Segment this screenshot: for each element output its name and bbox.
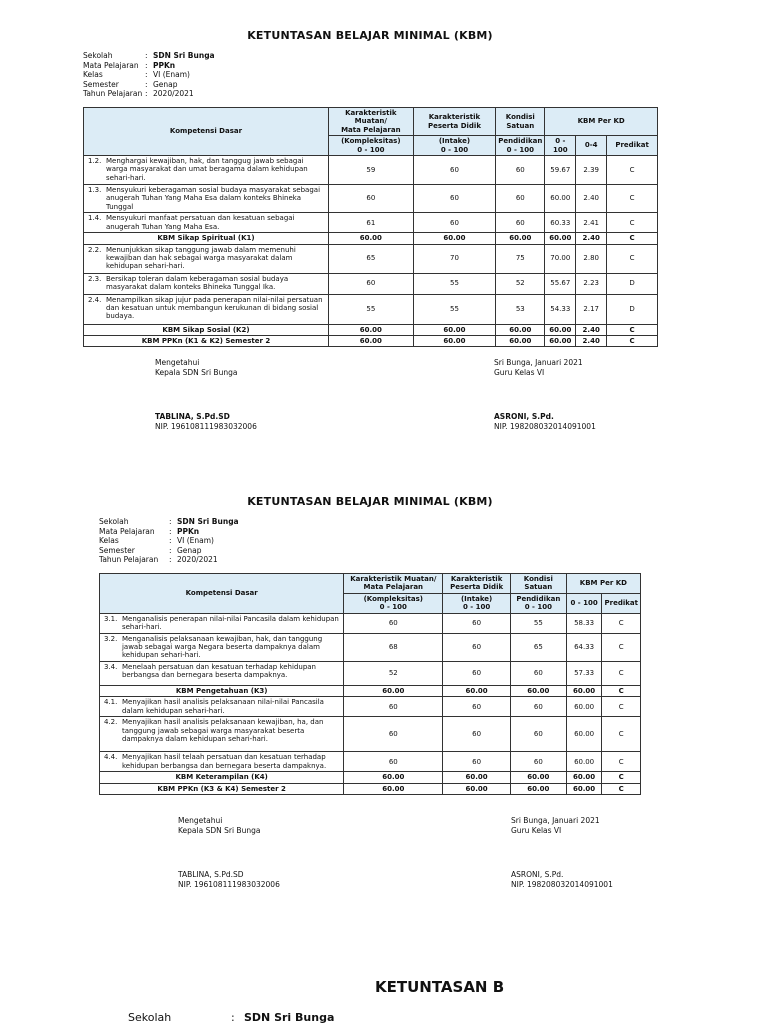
- info-row-subject: Mata Pelajaran : PPKn: [99, 526, 200, 536]
- kbm-sheet-k3-k4: [0, 470, 768, 940]
- summary-row-k1-k2: KBM PPKn (K1 & K2) Semester 2 60.00 60.00 60.00 60.00 2.40 C: [84, 336, 658, 347]
- info-row-year: Tahun Pelajaran : 2020/2021: [99, 555, 218, 565]
- header-range-100: 0 - 100: [566, 593, 602, 613]
- header-peserta-scale: (Intake) 0 - 100: [413, 136, 496, 156]
- kbm-table: [83, 107, 658, 347]
- sheet-title: KETUNTASAN B: [375, 978, 505, 996]
- signer-nip: NIP. 198208032014091001: [494, 422, 596, 431]
- header-muatan: Karakteristik Muatan/ Mata Pelajaran: [344, 574, 443, 594]
- header-predikat: Predikat: [602, 593, 641, 613]
- signer-name: ASRONI, S.Pd.: [494, 412, 554, 421]
- header-muatan-scale: (Kompleksitas) 0 - 100: [328, 136, 413, 156]
- sheet-info: [99, 517, 239, 565]
- header-peserta: Karakteristik Peserta Didik: [413, 108, 496, 136]
- table-row: 1.4. Mensyukuri manfaat persatuan dan kesatuan sebagai anugerah Tuhan Yang Maha Esa. 61 60 60 60.33 2.41 C: [84, 213, 658, 233]
- kbm-table: [99, 573, 641, 795]
- signature-left: Mengetahui Kepala SDN Sri Bunga TABLINA, S.Pd.SD NIP. 196108111983032006: [178, 816, 280, 889]
- info-row-class: Kelas : VI (Enam): [83, 70, 190, 80]
- header-kondisi-scale: Pendidikan 0 - 100: [510, 593, 566, 613]
- table-row: 3.2. Menganalisis pelaksanaan kewajiban, hak, dan tanggung jawab sebagai warga Negara beserta dampaknya dalam kehidupan sehari-hari. 68 60 65 64.33 C: [100, 633, 641, 661]
- kbm-sheet-partial: [0, 970, 768, 1024]
- info-row-school: Sekolah : SDN Sri Bunga: [83, 51, 215, 60]
- info-row-semester: Semester : Genap: [83, 79, 178, 89]
- header-range-4: 0-4: [576, 136, 607, 156]
- signer-name: ASRONI, S.Pd.: [511, 870, 564, 879]
- table-row: 4.2. Menyajikan hasil analisis pelaksanaan kewajiban, ha, dan tanggung jawab sebagai warga masyarakat beserta dampaknya dalam kehidupan sehari-hari. 60 60 60 60.00 C: [100, 717, 641, 752]
- summary-row-k4: KBM Keterampilan (K4) 60.00 60.00 60.00 60.00 C: [100, 772, 641, 783]
- summary-row-k3: KBM Pengetahuan (K3) 60.00 60.00 60.00 60.00 C: [100, 685, 641, 696]
- table-row: 2.3. Bersikap toleran dalam keberagaman sosial budaya masyarakat dalam konteks Bhineka Tunggal Ika. 60 55 52 55.67 2.23 D: [84, 273, 658, 294]
- table-row: 1.2. Menghargai kewajiban, hak, dan tanggug jawab sebagai warga masyarakat dan umat beragama dalam kehidupan sehari-hari. 59 60 60 59.67 2.39 C: [84, 156, 658, 185]
- table-row: 2.2. Menunjukkan sikap tanggung jawab dalam memenuhi kewajiban dan hak sebagai warga masyarakat dalam kehidupan sehari-hari. 65 70 75 70.00 2.80 C: [84, 244, 658, 273]
- info-row-semester: Semester : Genap: [99, 545, 202, 555]
- kbm-sheet-k1-k2: [0, 0, 768, 470]
- info-row-class: Kelas : VI (Enam): [99, 536, 214, 546]
- sheet-info: [83, 51, 215, 99]
- summary-row-k1: KBM Sikap Spiritual (K1) 60.00 60.00 60.00 60.00 2.40 C: [84, 233, 658, 244]
- info-row-school: Sekolah : SDN Sri Bunga: [99, 517, 239, 526]
- header-muatan-scale: (Kompleksitas) 0 - 100: [344, 593, 443, 613]
- sheet-title: KETUNTASAN BELAJAR MINIMAL (KBM): [247, 495, 493, 508]
- signature-right: Sri Bunga, Januari 2021 Guru Kelas VI ASRONI, S.Pd. NIP. 198208032014091001: [511, 816, 613, 889]
- summary-row-k3-k4: KBM PPKn (K3 & K4) Semester 2 60.00 60.00 60.00 60.00 C: [100, 783, 641, 794]
- header-kondisi: Kondisi Satuan: [510, 574, 566, 594]
- header-kbm-per-kd: KBM Per KD: [545, 108, 658, 136]
- signer-nip: NIP. 196108111983032006: [155, 422, 257, 431]
- header-kompetensi-dasar: Kompetensi Dasar: [84, 108, 329, 156]
- signer-nip: NIP. 198208032014091001: [511, 880, 613, 889]
- info-row-subject: Mata Pelajaran : PPKn: [83, 60, 176, 70]
- summary-row-k2: KBM Sikap Sosial (K2) 60.00 60.00 60.00 60.00 2.40 C: [84, 324, 658, 335]
- header-kondisi-scale: Pendidikan 0 - 100: [496, 136, 545, 156]
- header-kompetensi-dasar: Kompetensi Dasar: [100, 574, 344, 614]
- info-row-year: Tahun Pelajaran : 2020/2021: [83, 89, 194, 99]
- signer-name: TABLINA, S.Pd.SD: [155, 412, 230, 421]
- signature-right: Sri Bunga, Januari 2021 Guru Kelas VI ASRONI, S.Pd. NIP. 198208032014091001: [494, 358, 596, 431]
- header-kondisi: Kondisi Satuan: [496, 108, 545, 136]
- signer-name: TABLINA, S.Pd.SD: [178, 870, 244, 879]
- header-range-100: 0 - 100: [545, 136, 576, 156]
- table-row: 4.4. Menyajikan hasil telaah persatuan dan kesatuan terhadap kehidupan berbangsa dan bernegara beserta dampaknya. 60 60 60 60.00 C: [100, 752, 641, 772]
- signature-left: Mengetahui Kepala SDN Sri Bunga TABLINA, S.Pd.SD NIP. 196108111983032006: [155, 358, 257, 431]
- table-row: 3.1. Menganalisis penerapan nilai-nilai Pancasila dalam kehidupan sehari-hari. 60 60 55 58.33 C: [100, 613, 641, 633]
- table-row: 1.3. Mensyukuri keberagaman sosial budaya masyarakat sebagai anugerah Tuhan Yang Maha Esa dalam konteks Bhineka Tunggal 60 60 60 60.00 2.40 C: [84, 185, 658, 213]
- header-predikat: Predikat: [607, 136, 658, 156]
- header-kbm-per-kd: KBM Per KD: [566, 574, 640, 594]
- header-muatan: Karakteristik Muatan/ Mata Pelajaran: [328, 108, 413, 136]
- table-row: 3.4. Menelaah persatuan dan kesatuan terhadap kehidupan berbangsa dan bernegara beserta dampaknya. 52 60 60 57.33 C: [100, 661, 641, 685]
- header-peserta: Karakteristik Peserta Didik: [443, 574, 511, 594]
- signer-nip: NIP. 196108111983032006: [178, 880, 280, 889]
- info-row-school: Sekolah : SDN Sri Bunga: [128, 1011, 335, 1024]
- table-row: 2.4. Menampilkan sikap jujur pada penerapan nilai-nilai persatuan dan kesatuan untuk membangun kerukunan di bidang sosial budaya. 55 55 53 54.33 2.17 D: [84, 294, 658, 324]
- sheet-title: KETUNTASAN BELAJAR MINIMAL (KBM): [247, 29, 493, 42]
- table-row: 4.1. Menyajikan hasil analisis pelaksanaan nilai-nilai Pancasila dalam kehidupan sehari-hari. 60 60 60 60.00 C: [100, 697, 641, 717]
- header-peserta-scale: (Intake) 0 - 100: [443, 593, 511, 613]
